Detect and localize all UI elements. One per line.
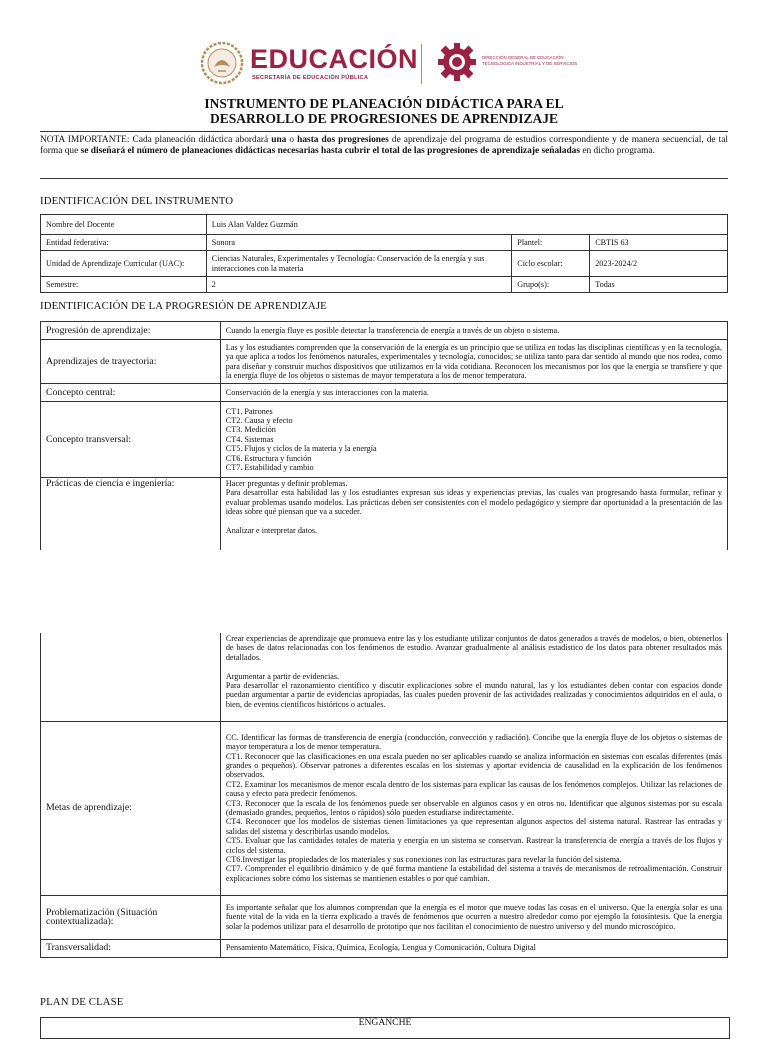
metas-label: Metas de aprendizaje:	[41, 721, 221, 895]
practicas-value-continued: Crear experiencias de aprendizaje que promueva entre las y los estudiante utilizar conjuntos de datos generados a través de modelos, o bien, obtenerlos de bases de datos relacionadas con los fenómenos de estudio. Avanzar gradualmente al análisis estadístico de los datos para obtener resultados más detallados. Argumentar a partir de evidencias. Para desarrollar el razonamiento científico y discutir explicaciones sobre el mundo natural, las y los estudiantes deben contar con espacios donde puedan argumentar a partir de evidencias apropiadas, las cuales pueden provenir de las actividades realizadas y conocimientos adquiridos en el aula, o bien, de eventos científicos históricos o actuales.	[220, 633, 727, 721]
document-header	[0, 38, 768, 94]
progresion-label: Progresión de aprendizaje:	[41, 322, 221, 340]
transversalidad-value: Pensamiento Matemático, Física, Química, Ecología, Lengua y Comunicación, Cultura Digital	[220, 939, 727, 957]
ciclo-value: 2023-2024/2	[590, 251, 728, 277]
transversalidad-label: Transversalidad:	[41, 939, 221, 957]
note-text-2: o	[286, 135, 298, 145]
transversal-value: CT1. Patrones CT2. Causa y efecto CT3. Medición CT4. Sistemas CT5. Flujos y ciclos de la materia y la energía CT6. Estructura y función CT7. Estabilidad y cambio	[220, 402, 727, 478]
trayectoria-label: Aprendizajes de trayectoria:	[41, 340, 221, 384]
section-heading-progresion: IDENTIFICACIÓN DE LA PROGRESIÓN DE APRENDIZAJE	[40, 300, 327, 312]
plantel-value: CBTIS 63	[590, 235, 728, 251]
title-line-2: DESARROLLO DE PROGRESIONES DE APRENDIZAJE	[209, 111, 559, 126]
section-heading-plan: PLAN DE CLASE	[40, 996, 124, 1008]
progresion-value: Cuando la energía fluye es posible detectar la transferencia de energía a través de un objeto o sistema.	[220, 322, 727, 340]
grupo-label: Grupo(s):	[512, 277, 590, 293]
section-heading-identificacion: IDENTIFICACIÓN DEL INSTRUMENTO	[40, 195, 234, 207]
mexican-coat-of-arms-icon	[200, 41, 244, 85]
docente-label: Nombre del Docente	[41, 215, 207, 235]
logo-wordmark: EDUCACIÓN	[250, 44, 419, 74]
dgeti-name: DIRECCIÓN GENERAL DE EDUCACIÓN TECNOLÓGICA INDUSTRIAL Y DE SERVICIOS	[482, 55, 578, 66]
important-note	[40, 135, 728, 157]
document-title	[0, 96, 768, 126]
problematizacion-label: Problematización (Situación contextualizada):	[41, 895, 221, 939]
semestre-value: 2	[206, 277, 512, 293]
progression-table	[40, 321, 728, 550]
logo-divider	[421, 44, 422, 84]
enganche-header: ENGANCHE	[40, 1017, 730, 1039]
docente-value: Luis Alan Valdez Guzmán	[206, 215, 727, 235]
note-bold-3: se diseñará el número de planeaciones didácticas necesarias hasta cubrir el total de las progresiones de aprendizaje señaladas	[80, 146, 580, 156]
central-value: Conservación de la energía y sus interacciones con la materia.	[220, 384, 727, 402]
plantel-label: Plantel:	[512, 235, 590, 251]
semestre-label: Semestre:	[41, 277, 207, 293]
dgeti-gear-icon	[437, 42, 477, 82]
trayectoria-value: Las y los estudiantes comprenden que la conservación de la energía es un principio que se utiliza en todas las disciplinas científicas y en la tecnología, ya que aplica a todos los fenómenos naturales, experimentales y tecnología, conocidos; se utiliza tanto para dar sentido al mundo que nos rodea, como para diseñar y construir muchos dispositivos que utilizamos en la vida cotidiana. Reconocen los mecanismos por los que la energía se transfiere y que la energía fluye de los objetos o sistemas de mayor temperatura a los de menor temperatura.	[220, 340, 727, 384]
note-bold-1: una	[271, 135, 287, 145]
note-text-4: en dicho programa.	[580, 146, 655, 156]
note-rule	[40, 178, 728, 179]
central-label: Concepto central:	[41, 384, 221, 402]
note-text-3: de aprendizaje del programa de estudios correspondiente y de manera secuencial, de tal forma que	[40, 135, 729, 156]
progression-table-continued	[40, 633, 728, 958]
logo-subtitle: SECRETARÍA DE EDUCACIÓN PÚBLICA	[252, 75, 369, 81]
entidad-label: Entidad federativa:	[41, 235, 207, 251]
practicas-value: Hacer preguntas y definir problemas. Para desarrollar esta habilidad las y los estudiantes expresan sus ideas y experiencias previas, las cuales van progresando hasta formular, refinar y evaluar problemas usando modelos. Las prácticas deben ser consistentes con el modelo pedagógico y siempre dar oportunidad a la presentación de las ideas sobre qué piensan que va a suceder. Analizar e interpretar datos.	[220, 478, 727, 550]
ciclo-label: Ciclo escolar:	[512, 251, 590, 277]
practicas-label: Prácticas de ciencia e ingeniería:	[41, 478, 221, 550]
practicas-label-continued	[41, 633, 221, 721]
note-bold-2: hasta dos progresiones	[297, 135, 389, 145]
title-rule	[40, 131, 728, 132]
problematizacion-value: Es importante señalar que los alumnos comprendan que la energía es el motor que mueve todas las cosas en el universo. Que la energía solar es una fuente vital de la vida en la tierra explicado a través de fenómenos que ocurren a nuestro alrededor como por ejemplo la fotosíntesis. Que la energía solar la podemos utilizar para el desarrollo de prototipo que nos facilitan el conocimiento de nuestro universo y del mundo microscópico.	[220, 895, 727, 939]
uac-label: Unidad de Aprendizaje Curricular (UAC):	[41, 251, 207, 277]
note-text-1: NOTA IMPORTANTE: Cada planeación didáctica abordará	[40, 135, 272, 145]
instrument-table	[40, 214, 728, 293]
metas-value: CC. Identificar las formas de transferencia de energía (conducción, convección y radiación). Concibe que la energía fluye de los objetos o sistemas de mayor temperatura a los de menor temperatura. CT1. Reconocer que las clasificaciones en una escala pueden no ser aplicables cuando se analiza información en sistemas con escalas diferentes (más grandes o pequeños). Observar patrones a diferentes escalas en los sistemas y aportar evidencia de causalidad en la explicación de los fenómenos observados. CT2. Examinar los mecanismos de menor escala dentro de los sistemas para explicar las causas de los fenómenos complejos. Utilizar las relaciones de causa y efecto para predecir fenómenos. CT3. Reconocer que la escala de los fenómenos puede ser observable en algunos casos y en otros no. Identificar que algunos sistemas por su escala (demasiado grandes, pequeños, lentos o rápidos) sólo pueden estudiarse indirectamente. CT4. Reconocer que los modelos de sistemas tienen limitaciones ya que representan algunos aspectos del sistema natural. Rastrear las entradas y salidas del sistema y describirlas usando modelos. CT5. Evaluar que las cantidades totales de materia y energía en un sistema se conservan. Rastrear la transferencia de energía a través de los flujos y ciclos del sistema. CT6.Investigar las propiedades de los materiales y sus conexiones con las estructuras para revelar la función del sistema. CT7. Comprender el equilibrio dinámico y de qué forma mantiene la estabilidad del sistema a través de mecanismos de retroalimentación. Construir explicaciones sobre cómo los sistemas se mantienen estables o por qué cambian.	[220, 721, 727, 895]
grupo-value: Todas	[590, 277, 728, 293]
transversal-label: Concepto transversal:	[41, 402, 221, 478]
uac-value: Ciencias Naturales, Experimentales y Tecnología: Conservación de la energía y sus interacciones con la materia	[206, 251, 512, 277]
entidad-value: Sonora	[206, 235, 512, 251]
title-line-1: INSTRUMENTO DE PLANEACIÓN DIDÁCTICA PARA EL	[204, 96, 564, 111]
